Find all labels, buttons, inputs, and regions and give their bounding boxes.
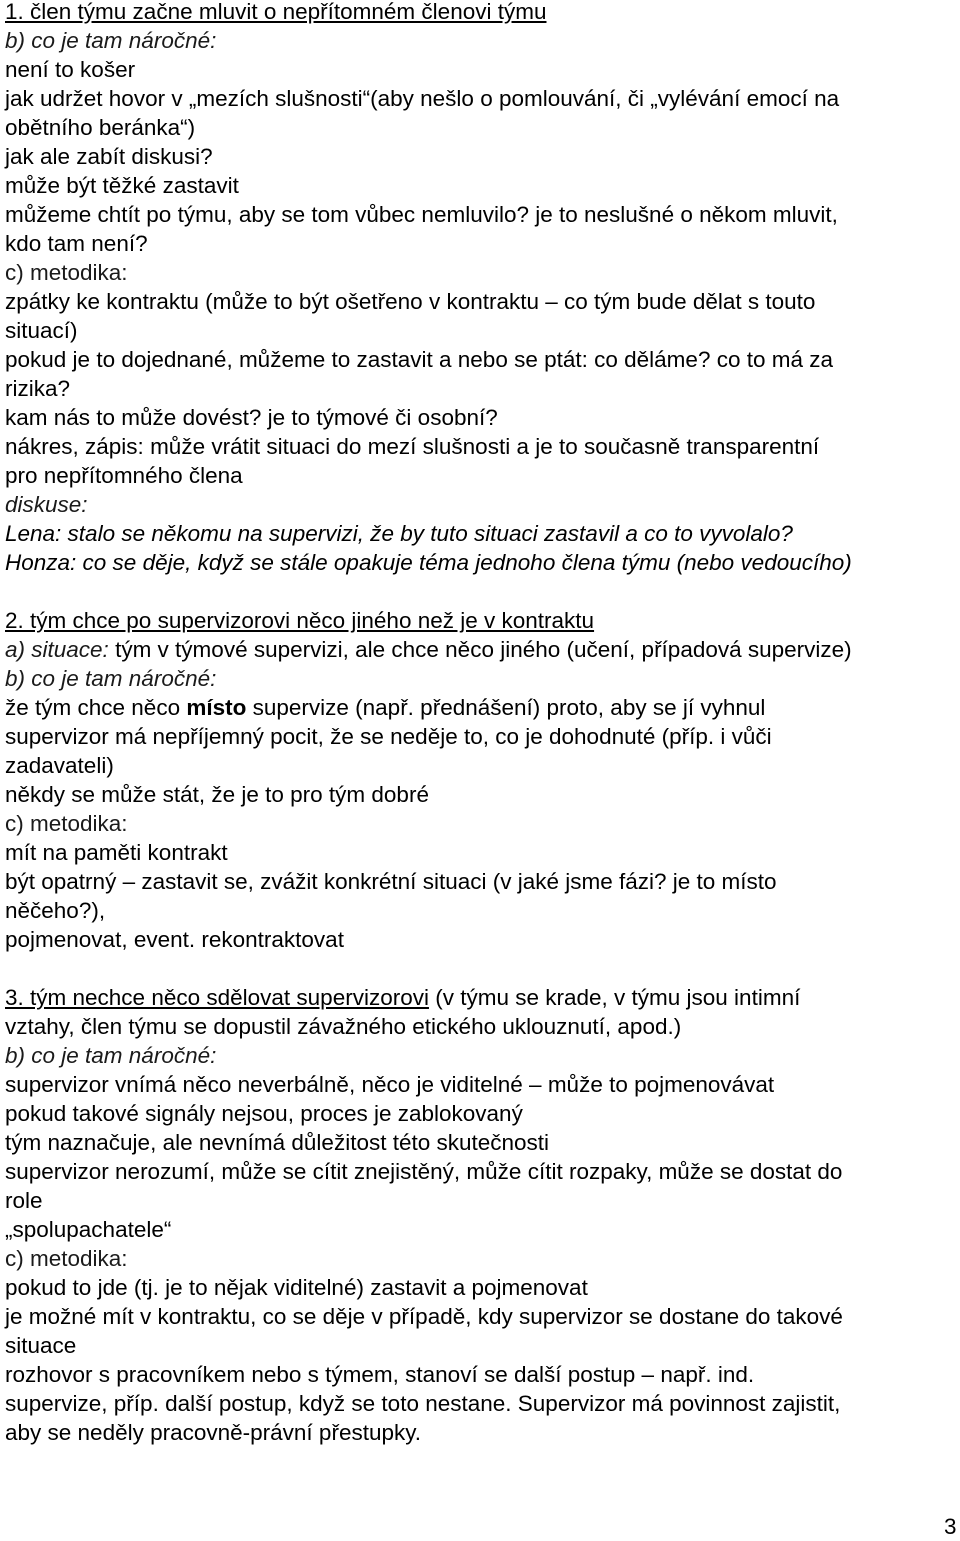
section2-b-line: supervizor má nepříjemný pocit, že se neděje to, co je dohodnuté (příp. i vůči: [5, 724, 772, 749]
section3-c-label: c) metodika:: [5, 1246, 128, 1271]
section2-b-label: b) co je tam náročné:: [5, 666, 217, 691]
section2-c-label: c) metodika:: [5, 811, 128, 836]
section2-a-text: tým v týmové supervizi, ale chce něco jiného (učení, případová supervize): [108, 637, 852, 662]
section2-situation: [5, 635, 957, 664]
section-spacer: [5, 577, 957, 606]
section2-c-line: být opatrný – zastavit se, zvážit konkrétní situaci (v jaké jsme fázi? je to místo: [5, 869, 777, 894]
section1-b-line: jak udržet hovor v „mezích slušnosti“(aby nešlo o pomlouvání, či „vylévání emocí na: [5, 86, 840, 111]
section3-c-line: supervize, příp. další postup, když se toto nestane. Supervizor má povinnost zajistit,: [5, 1391, 841, 1416]
section3-c-line: rozhovor s pracovníkem nebo s týmem, stanoví se další postup – např. ind.: [5, 1362, 755, 1387]
section2-b-line: zadavateli): [5, 753, 114, 778]
section2-c-line: něčeho?),: [5, 898, 106, 923]
section1-b-label: b) co je tam náročné:: [5, 28, 217, 53]
section3-b-line: „spolupachatele“: [5, 1217, 172, 1242]
section1-c-line: kam nás to může dovést? je to týmové či osobní?: [5, 405, 498, 430]
section1-b-line: obětního beránka“): [5, 115, 196, 140]
section2-b-bold: místo: [186, 695, 247, 720]
section3-b-line: pokud takové signály nejsou, proces je zablokovaný: [5, 1101, 523, 1126]
section3-b-line: supervizor nerozumí, může se cítit znejistěný, může cítit rozpaky, může se dostat do: [5, 1159, 843, 1184]
section1-discussion-label: diskuse:: [5, 492, 88, 517]
section1-c-line: situací): [5, 318, 78, 343]
section3-b-line: supervizor vnímá něco neverbálně, něco je viditelné – může to pojmenovávat: [5, 1072, 775, 1097]
section3-heading-rest: (v týmu se krade, v týmu jsou intimní: [428, 985, 801, 1010]
section1-c-label: c) metodika:: [5, 260, 128, 285]
section2-b-line: někdy se může stát, že je to pro tým dobré: [5, 782, 429, 807]
section1-b-line: můžeme chtít po týmu, aby se tom vůbec nemluvilo? je to neslušné o někom mluvit,: [5, 202, 838, 227]
section1-b-line: jak ale zabít diskusi?: [5, 144, 213, 169]
section1-discussion-line: Honza: co se děje, když se stále opakuje téma jednoho člena týmu (nebo vedoucího): [5, 550, 852, 575]
section1-b-line: kdo tam není?: [5, 231, 148, 256]
section1-b-line: není to košer: [5, 57, 136, 82]
section3-heading-line2: vztahy, člen týmu se dopustil závažného etického uklouznutí, apod.): [5, 1014, 682, 1039]
section3-b-line: role: [5, 1188, 43, 1213]
page-number: 3: [944, 1514, 957, 1539]
section1-c-line: rizika?: [5, 376, 71, 401]
section3-c-line: aby se neděly pracovně-právní přestupky.: [5, 1420, 422, 1445]
section2-b-pre: že tým chce něco: [5, 695, 187, 720]
document-page: [5, 0, 957, 1447]
section3-b-line: tým naznačuje, ale nevnímá důležitost této skutečnosti: [5, 1130, 550, 1155]
section3-c-line: situace: [5, 1333, 77, 1358]
section2-c-line: pojmenovat, event. rekontraktovat: [5, 927, 344, 952]
section2-c-line: mít na paměti kontrakt: [5, 840, 228, 865]
section3-c-line: je možné mít v kontraktu, co se děje v případě, kdy supervizor se dostane do takové: [5, 1304, 843, 1329]
section1-c-line: pro nepřítomného člena: [5, 463, 243, 488]
section1-c-line: nákres, zápis: může vrátit situaci do mezí slušnosti a je to současně transparentní: [5, 434, 820, 459]
section1-c-line: pokud je to dojednané, můžeme to zastavit a nebo se ptát: co děláme? co to má za: [5, 347, 834, 372]
section3-b-label: b) co je tam náročné:: [5, 1043, 217, 1068]
section3-heading: 3. tým nechce něco sdělovat supervizorovi: [5, 985, 429, 1010]
section1-discussion-line: Lena: stalo se někomu na supervizi, že by tuto situaci zastavil a co to vyvolalo?: [5, 521, 793, 546]
section-spacer: [5, 954, 957, 983]
section3-heading-line: [5, 983, 957, 1012]
section1-heading: 1. člen týmu začne mluvit o nepřítomném členovi týmu: [5, 0, 547, 24]
section1-b-line: může být těžké zastavit: [5, 173, 239, 198]
section3-c-line: pokud to jde (tj. je to nějak viditelné) zastavit a pojmenovat: [5, 1275, 588, 1300]
section2-heading: 2. tým chce po supervizorovi něco jiného než je v kontraktu: [5, 608, 595, 633]
section2-b-line: [5, 693, 957, 722]
section2-b-post: supervize (např. přednášení) proto, aby se jí vyhnul: [246, 695, 766, 720]
section1-c-line: zpátky ke kontraktu (může to být ošetřeno v kontraktu – co tým bude dělat s touto: [5, 289, 816, 314]
section2-a-label: a) situace:: [5, 637, 109, 662]
